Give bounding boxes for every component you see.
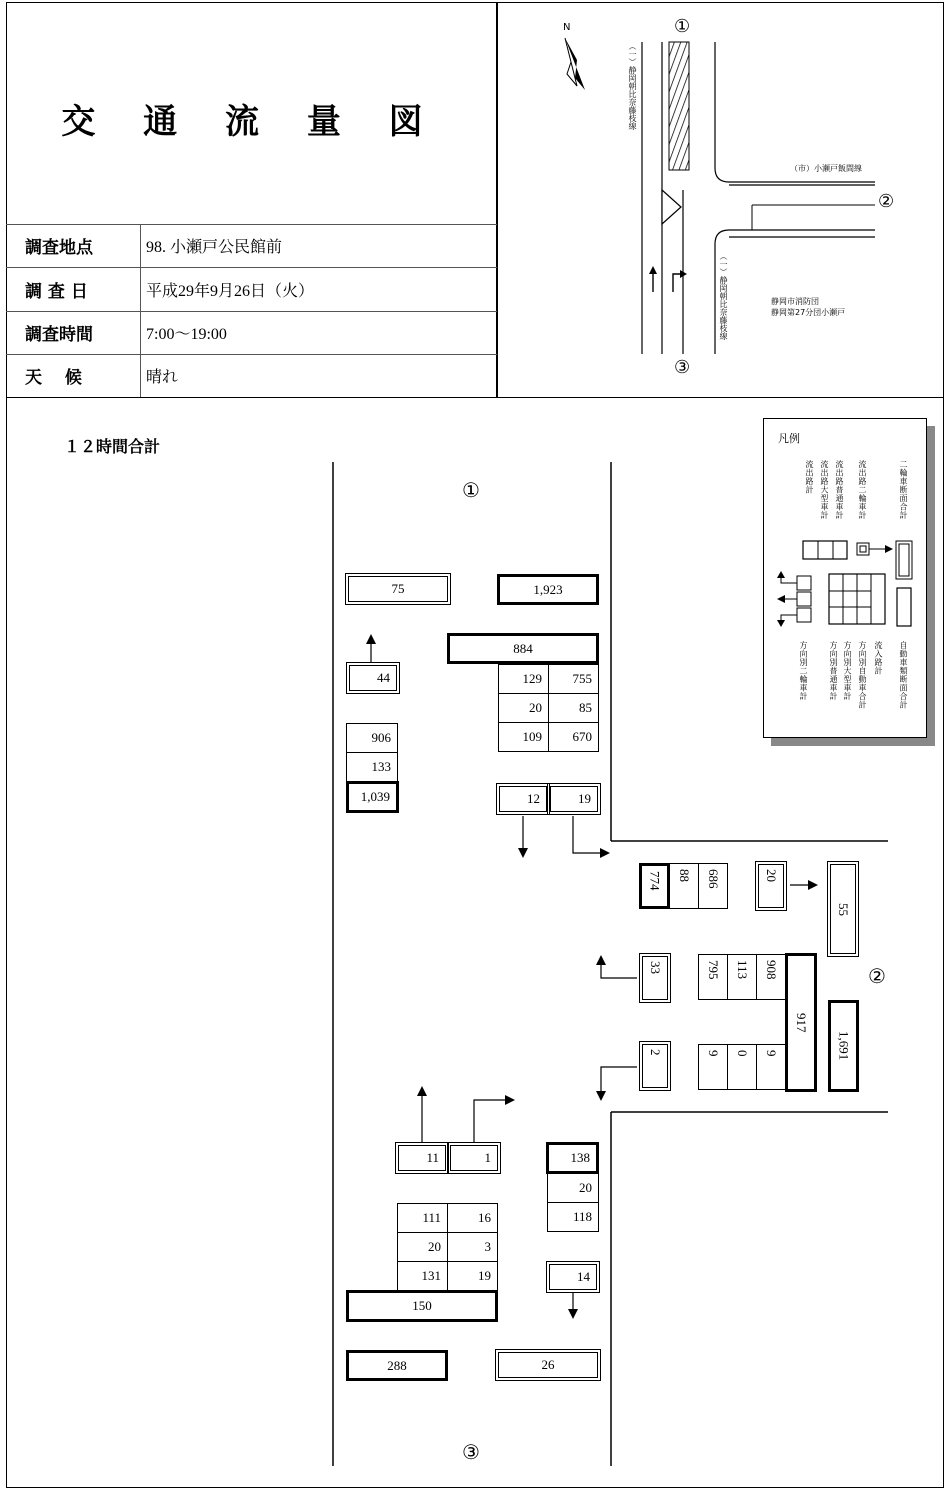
north-out-total: 906 (346, 723, 398, 753)
info-value-time: 7:00〜19:00 (146, 326, 227, 343)
map-mark-3: ③ (674, 357, 691, 378)
south-moto-right: 14 (549, 1264, 597, 1290)
north-row-2-left: 109 (498, 722, 549, 752)
east-moto-total: 55 (830, 864, 856, 954)
map-north-label: N (563, 22, 571, 33)
north-row-1-left: 20 (498, 693, 549, 723)
north-in-total: 884 (447, 633, 599, 664)
info-value-date: 平成29年9月26日（火） (146, 282, 315, 300)
legend-bottom-1: 方向別普通車計 (829, 641, 838, 701)
south-row-1-left: 20 (397, 1232, 448, 1262)
info-label-time: 調査時間 (25, 325, 93, 345)
legend-bottom-4: 流入路計 (874, 641, 883, 675)
south-row-1-right: 3 (447, 1232, 498, 1262)
north-row-2-right: 670 (548, 722, 599, 752)
north-out-large: 133 (346, 752, 398, 782)
east-moto-right: 2 (642, 1044, 668, 1088)
legend-bottom-3: 方向別自動車合計 (858, 641, 867, 709)
east-col-bottom-2: 9 (756, 1044, 786, 1090)
east-col-top-1: 113 (727, 954, 757, 1000)
south-moto-dir-0: 11 (398, 1145, 446, 1171)
east-col-bottom-0: 9 (698, 1044, 728, 1090)
legend-top-2: 流出路普通車計 (835, 460, 844, 520)
east-out-normal: 686 (698, 863, 728, 909)
legend-top-3: 流出路二輪車計 (858, 460, 867, 520)
south-row-0-right: 16 (447, 1203, 498, 1233)
info-label-weather: 天 候 (25, 368, 82, 388)
south-out-total: 138 (546, 1142, 599, 1174)
south-out-normal: 118 (547, 1202, 599, 1232)
legend-top-4: 二輪車断面合計 (899, 460, 908, 520)
east-section-total: 1,691 (828, 1000, 859, 1092)
south-row-0-left: 111 (397, 1203, 448, 1233)
east-col-bottom-1: 0 (727, 1044, 757, 1090)
legend-title: 凡例 (778, 432, 800, 445)
info-label-location: 調査地点 (25, 238, 93, 258)
map-mark-2: ② (878, 191, 895, 212)
map-road-east: （市）小瀬戸飯間線 (790, 164, 862, 173)
legend-top-0: 流出路計 (805, 460, 814, 494)
approach-label-south: ③ (462, 1440, 480, 1464)
south-row-2-right: 19 (447, 1261, 498, 1291)
north-section-total: 1,923 (497, 574, 599, 605)
legend-bottom-0: 方向別二輪車計 (799, 641, 808, 701)
east-col-top-0: 795 (698, 954, 728, 1000)
north-out-moto: 75 (348, 576, 448, 602)
legend-bottom-2: 方向別大型車計 (843, 641, 852, 701)
north-out-normal: 1,039 (346, 781, 399, 813)
north-row-0-left: 129 (498, 664, 549, 694)
approach-label-north: ① (462, 478, 480, 502)
map-road-south: （一）静岡朝比奈藤枝線 (719, 252, 728, 340)
east-moto-left: 33 (642, 956, 668, 1000)
east-in-total: 917 (785, 953, 817, 1092)
map-landmark-1: 静岡市消防団 (771, 297, 819, 306)
north-moto-dir-0: 12 (499, 786, 547, 812)
approach-label-east: ② (868, 964, 886, 988)
south-section-total: 288 (346, 1350, 448, 1381)
info-value-weather: 晴れ (146, 369, 179, 386)
east-moto-in: 20 (758, 864, 784, 908)
page-title: 交 通 流 量 図 (61, 102, 441, 142)
south-row-2-left: 131 (397, 1261, 448, 1291)
north-moto-left: 44 (349, 665, 397, 691)
legend-bottom-5: 自動車類断面合計 (899, 641, 908, 709)
section-title: １２時間合計 (64, 437, 161, 456)
south-out-large: 20 (547, 1173, 599, 1203)
map-mark-1: ① (674, 16, 691, 37)
info-value-location: 98. 小瀬戸公民館前 (146, 239, 283, 256)
south-in-total: 150 (346, 1290, 498, 1322)
south-moto-total: 26 (498, 1352, 598, 1378)
north-moto-dir-1: 19 (550, 786, 598, 812)
north-row-1-right: 85 (548, 693, 599, 723)
east-out-large: 88 (669, 863, 699, 909)
north-row-0-right: 755 (548, 664, 599, 694)
legend-top-1: 流出路大型車計 (820, 460, 829, 520)
south-moto-dir-1: 1 (450, 1145, 498, 1171)
map-landmark-2: 静岡第27分団小瀬戸 (771, 308, 846, 317)
map-road-north: （一）静岡朝比奈藤枝線 (628, 42, 637, 130)
east-out-total: 774 (639, 863, 670, 909)
east-col-top-2: 908 (756, 954, 786, 1000)
info-label-date: 調 査 日 (25, 281, 88, 302)
